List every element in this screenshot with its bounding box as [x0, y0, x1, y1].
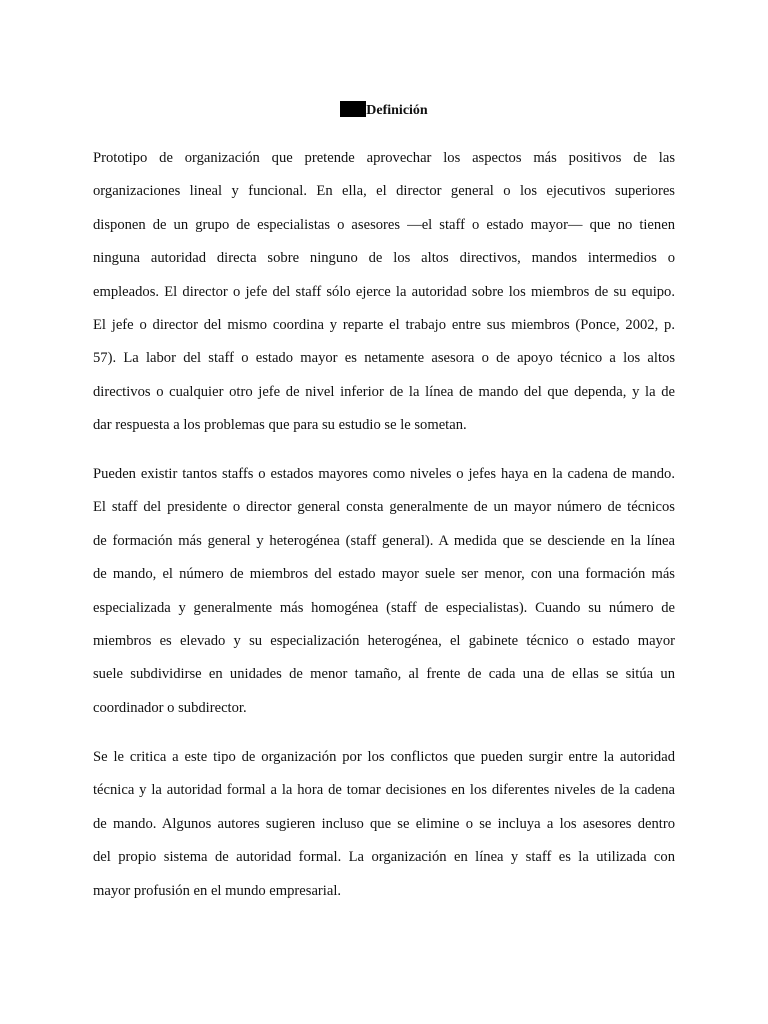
text-line: miembros es elevado y su especialización heterogénea, el gabinete técnico o estado mayor	[93, 633, 675, 650]
section-heading	[0, 101, 768, 121]
text-line: especializada y generalmente más homogénea (staff de especialistas). Cuando su número de	[93, 599, 675, 616]
text-line: ninguna autoridad directa sobre ninguno de los altos directivos, mandos intermedios o	[93, 250, 675, 267]
text-line: El staff del presidente o director general consta generalmente de un mayor número de técnicos	[93, 499, 675, 516]
paragraph-critique	[93, 741, 675, 908]
text-line: directivos o cualquier otro jefe de nivel inferior de la línea de mando del que dependa, y la de	[93, 383, 675, 400]
text-line: Pueden existir tantos staffs o estados mayores como niveles o jefes haya en la cadena de mando.	[93, 466, 675, 482]
text-line: El jefe o director del mismo coordina y reparte el trabajo entre sus miembros (Ponce, 2002, p.	[93, 317, 675, 334]
text-line: del propio sistema de autoridad formal. La organización en línea y staff es la utilizada con	[93, 849, 675, 866]
text-line: empleados. El director o jefe del staff sólo ejerce la autoridad sobre los miembros de su equipo.	[93, 283, 675, 300]
text-line: Se le critica a este tipo de organización por los conflictos que pueden surgir entre la autoridad	[93, 749, 675, 765]
text-line: dar respuesta a los problemas que para su estudio se le sometan.	[93, 417, 467, 434]
text-line: 57). La labor del staff o estado mayor es netamente asesora o de apoyo técnico a los altos	[93, 350, 675, 367]
text-line: técnica y la autoridad formal a la hora de tomar decisiones en los diferentes niveles de la cadena	[93, 782, 675, 799]
heading-text: Definición	[366, 103, 428, 118]
text-line: de formación más general y heterogénea (staff general). A medida que se desciende en la línea	[93, 532, 675, 549]
text-line: organizaciones lineal y funcional. En ella, el director general o los ejecutivos superiores	[93, 183, 675, 200]
text-line: suele subdividirse en unidades de menor tamaño, al frente de cada una de ellas se sitúa un	[93, 666, 675, 683]
text-line: coordinador o subdirector.	[93, 699, 247, 716]
text-line: Prototipo de organización que pretende aprovechar los aspectos más positivos de las	[93, 150, 675, 166]
text-line: de mando. Algunos autores sugieren incluso que se elimine o se incluya a los asesores dentro	[93, 815, 675, 832]
paragraph-definition	[93, 142, 675, 443]
text-line: de mando, el número de miembros del estado mayor suele ser menor, con una formación más	[93, 566, 675, 583]
redaction-block	[340, 101, 366, 117]
text-line: mayor profusión en el mundo empresarial.	[93, 882, 342, 899]
text-line: disponen de un grupo de especialistas o asesores —el staff o estado mayor— que no tienen	[93, 216, 675, 233]
paragraph-staffs	[93, 458, 675, 725]
